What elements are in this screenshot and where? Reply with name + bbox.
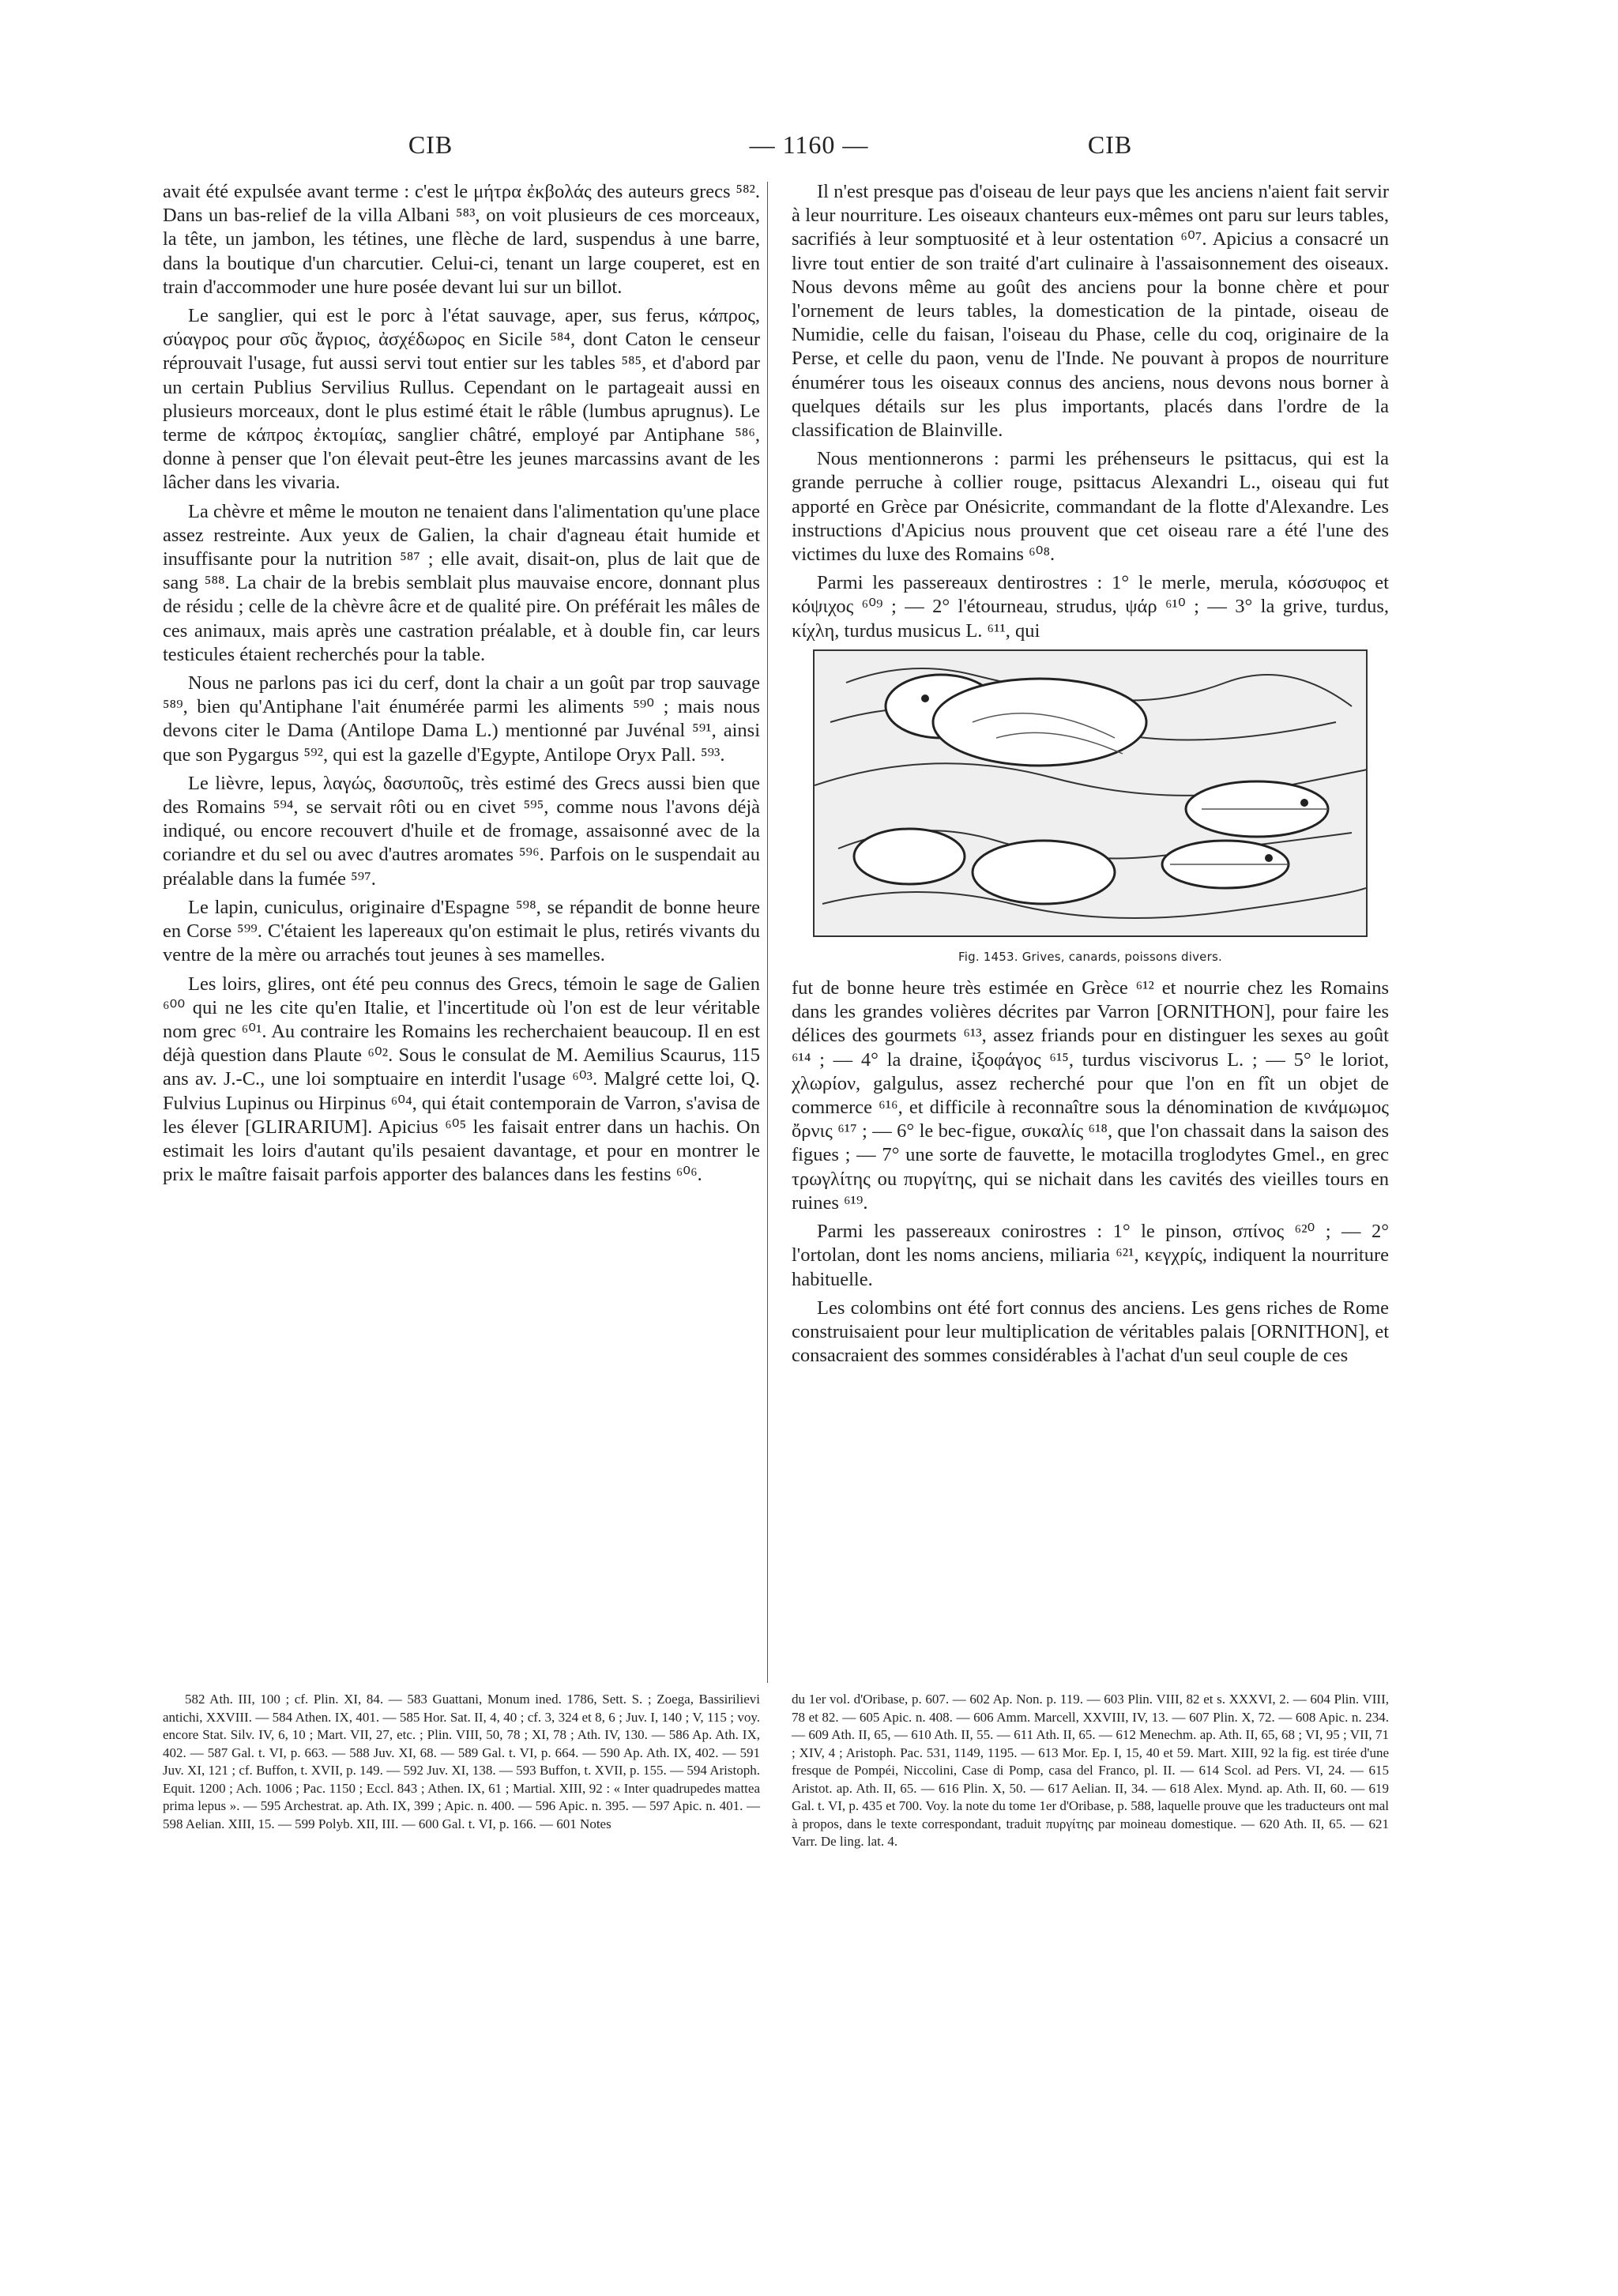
paragraph: Parmi les passereaux conirostres : 1° le pinson, σπίνος ⁶²⁰ ; — 2° l'ortolan, dont les noms anciens, miliaria ⁶²¹, κεγχρίς, indiquent la nourriture habituelle. — [792, 1221, 1389, 1290]
right-column — [792, 180, 1389, 1372]
footnotes-left — [163, 1691, 760, 1833]
paragraph: Il n'est presque pas d'oiseau de leur pays que les anciens n'aient fait servir à leur nourriture. Les oiseaux chanteurs eux-mêmes ont paru sur leurs tables, sacrifiés à leur somptuosité et à leur ostentation ⁶⁰⁷. Apicius a consacré un livre tout entier de son traité d'art culinaire à l'assaisonnement des oiseaux. Nous devons même au goût des anciens pour la bonne chère et pour l'ornement de leurs tables, la domestication de la pintade, oiseau de Numidie, celle du faisan, l'oiseau du Phase, celle du coq, originaire de la Perse, et celle du paon, venu de l'Inde. Ne pouvant à propos de nourriture énumérer tous les oiseaux connus des anciens, nous devons nous borner à quelques détails sur les plus importants, placés dans l'ordre de la classification de Blainville. — [792, 181, 1389, 442]
page-header — [158, 130, 1460, 170]
paragraph: Nous ne parlons pas ici du cerf, dont la chair a un goût par trop sauvage ⁵⁸⁹, bien qu'Antiphane l'ait énumérée parmi les aliments ⁵⁹⁰ ; mais nous devons citer le Dama (Antilope Dama L.) mentionné par Juvénal ⁵⁹¹, ainsi que son Pygargus ⁵⁹², qui est la gazelle d'Egypte, Antilope Oryx Pall. ⁵⁹³. — [163, 672, 760, 766]
paragraph: Parmi les passereaux dentirostres : 1° le merle, merula, κόσσυφος et κόψιχος ⁶⁰⁹ ; — 2° l'étourneau, strudus, ψάρ ⁶¹⁰ ; — 3° la grive, turdus, κίχλη, turdus musicus L. ⁶¹¹, qui — [792, 572, 1389, 642]
running-head-right: CIB — [1087, 130, 1133, 159]
paragraph: Le lapin, cuniculus, originaire d'Espagne ⁵⁹⁸, se répandit de bonne heure en Corse ⁵⁹⁹. C'étaient les lapereaux qu'on estimait le plus, retirés vivants du ventre de la mère ou arrachés tout jeunes à ses mamelles. — [163, 896, 760, 966]
footnotes-text: du 1er vol. d'Oribase, p. 607. — 602 Ap. Non. p. 119. — 603 Plin. VIII, 82 et s. XXXVI, 2. — 604 Plin. VIII, 78 et 82. — 605 Apic. n. 408. — 606 Amm. Marcell, XXVIII, IV, 13. — 607 Plin. X, 72. — 608 Apic. n. 234. — 609 Ath. II, 65, — 610 Ath. II, 55. — 611 Ath. II, 65. — 612 Menechm. ap. Ath. II, 65, 68 ; VI, 95 ; VII, 71 ; XIV, 4 ; Aristoph. Pac. 531, 1149, 1195. — 613 Mor. Ep. I, 15, 40 et 59. Mart. XIII, 92 la fig. est tirée d'une fresque de Pompéi, Niccolini, Case di Pomp, casa del Franco, pl. II. — 614 Scol. ad Pers. VI, 24. — 615 Aristot. ap. Ath. II, 65. — 616 Plin. X, 50. — 617 Aelian. II, 34. — 618 Alex. Mynd. ap. Ath. II, 60. — 619 Gal. t. VI, p. 435 et 700. Voy. la note du tome 1er d'Oribase, p. 588, laquelle prouve que les traducteurs ont mal à propos, dans le texte correspondant, traduit πυργίτης par moineau domestique. — 620 Ath. II, 65. — 621 Varr. De ling. lat. 4. — [792, 1692, 1389, 1849]
footnotes-right — [792, 1691, 1389, 1851]
paragraph: Le sanglier, qui est le porc à l'état sauvage, aper, sus ferus, κάπρος, σύαγρος pour σῦς ἄγριος, ἀσχέδωρος en Sicile ⁵⁸⁴, dont Caton le censeur réprouvait l'usage, fut aussi servi tout entier sur les tables ⁵⁸⁵, et d'abord par un certain Publius Servilius Rullus. Cependant on le partageait aussi en plusieurs morceaux, dont le plus estimé était le râble (lumbus aprugnus). Le terme de κάπρος ἐκτομίας, sanglier châtré, employé par Antiphane ⁵⁸⁶, donne à penser que l'on élevait peut-être les jeunes marcassins avant de les lâcher dans les vivaria. — [163, 305, 760, 494]
page-number: — 1160 — — [749, 130, 869, 159]
paragraph: La chèvre et même le mouton ne tenaient dans l'alimentation qu'une place assez restreinte. Aux yeux de Galien, la chair d'agneau était humide et insuffisante pour la nutrition ⁵⁸⁷ ; elle avait, disait-on, plus de lait que de sang ⁵⁸⁸. La chair de la brebis semblait plus mauvaise encore, donnant plus de résidu ; celle de la chèvre âcre et de qualité pire. On préférait les mâles de ces animaux, mais après une castration préalable, et à double fin, car leurs testicules étaient recherchés pour la table. — [163, 500, 760, 665]
engraving-illustration — [815, 651, 1366, 935]
paragraph: Les colombins ont été fort connus des anciens. Les gens riches de Rome construisaient pour leur multiplication de véritables palais [ORNITHON], et consacraient des sommes considérables à l'achat d'un seul couple de ces — [792, 1297, 1389, 1367]
figure-illustration — [813, 649, 1368, 937]
figure-caption: Fig. 1453. Grives, canards, poissons divers. — [958, 949, 1222, 964]
left-column — [163, 180, 760, 1191]
column-divider — [767, 182, 768, 1683]
paragraph: Nous mentionnerons : parmi les préhenseurs le psittacus, qui est la grande perruche à collier rouge, psittacus Alexandri L., oiseau qui fut apporté en Grèce par Onésicrite, commandant de la flotte d'Alexandre. Les instructions d'Apicius nous prouvent que cet oiseau rare a été l'une des victimes du luxe des Romains ⁶⁰⁸. — [792, 448, 1389, 566]
figure — [792, 649, 1389, 969]
paragraph: Les loirs, glires, ont été peu connus des Grecs, témoin le sage de Galien ⁶⁰⁰ qui ne les cite qu'en Italie, et l'incertitude où l'on est de leur véritable nom grec ⁶⁰¹. Au contraire les Romains les recherchaient beaucoup. Il en est déjà question dans Plaute ⁶⁰². Sous le consulat de M. Aemilius Scaurus, 115 ans av. J.-C., une loi somptuaire en interdit l'usage ⁶⁰³. Malgré cette loi, Q. Fulvius Lupinus ou Hirpinus ⁶⁰⁴, qui était contemporain de Varron, s'avisa de les élever [GLIRARIUM]. Apicius ⁶⁰⁵ les faisait entrer dans un hachis. On estimait les loirs d'autant qu'ils pesaient davantage, et pour en montrer le prix le maître faisait parfois apporter des balances dans les festins ⁶⁰⁶. — [163, 973, 760, 1186]
paragraph: Le lièvre, lepus, λαγώς, δασυποῦς, très estimé des Grecs aussi bien que des Romains ⁵⁹⁴, se servait rôti ou en civet ⁵⁹⁵, comme nous l'avons déjà indiqué, ou encore recouvert d'huile et de fromage, assaisonné avec de la coriandre et du sel ou avec d'autres aromates ⁵⁹⁶. Parfois on le suspendait au préalable dans la fumée ⁵⁹⁷. — [163, 772, 760, 890]
running-head-left: CIB — [408, 130, 453, 159]
footnotes-text: 582 Ath. III, 100 ; cf. Plin. XI, 84. — 583 Guattani, Monum ined. 1786, Sett. S. ; Zoega, Bassirilievi antichi, XXVIII. — 584 Athen. IX, 401. — 585 Hor. Sat. II, 4, 40 ; cf. 3, 324 et 8, 6 ; Juv. I, 140 ; V, 115 ; voy. encore Stat. Silv. IV, 6, 10 ; Mart. VII, 27, etc. ; Plin. VIII, 50, 78 ; XI, 78 ; Ath. IV, 130. — 586 Ap. Ath. IX, 402. — 587 Gal. t. VI, p. 663. — 588 Juv. XI, 68. — 589 Gal. t. VI, p. 664. — 590 Ap. Ath. IX, 402. — 591 Juv. XI, 121 ; cf. Buffon, t. XVII, p. 149. — 592 Juv. XI, 138. — 593 Buffon, t. XVII, p. 155. — 594 Aristoph. Equit. 1200 ; Ach. 1006 ; Pac. 1150 ; Eccl. 843 ; Athen. IX, 61 ; Martial. XIII, 92 : « Inter quadrupedes mattea prima lepus ». — 595 Archestrat. ap. Ath. IX, 399 ; Apic. n. 400. — 596 Apic. n. 395. — 597 Apic. n. 401. — 598 Aelian. XIII, 15. — 599 Polyb. XII, III. — 600 Gal. t. VI, p. 166. — 601 Notes — [163, 1692, 760, 1831]
paragraph: fut de bonne heure très estimée en Grèce ⁶¹² et nourrie chez les Romains dans les grandes volières décrites par Varron [ORNITHON], pour faire les délices des gourmets ⁶¹³, assez friands pour en distinguer les sexes au goût ⁶¹⁴ ; — 4° la draine, ἰξοφάγος ⁶¹⁵, turdus viscivorus L. ; — 5° le loriot, χλωρίον, galgulus, assez recherché pour que l'on en fît un objet de commerce ⁶¹⁶, et difficile à reconnaître sous la dénomination de κινάμωμος ὄρνις ⁶¹⁷ ; — 6° le bec-figue, συκαλίς ⁶¹⁸, que l'on chassait dans la saison des figues ; — 7° une sorte de fauvette, le motacilla troglodytes Gmel., en grec τρωγλίτης ou πυργίτης, qui se nichait dans les cavités des vieilles tours en ruines ⁶¹⁹. — [792, 977, 1389, 1214]
paragraph: avait été expulsée avant terme : c'est le μήτρα ἐκβολάς des auteurs grecs ⁵⁸². Dans un bas-relief de la villa Albani ⁵⁸³, on voit plusieurs de ces morceaux, la tête, un jambon, les tétines, une flèche de lard, suspendus à une barre, dans la boutique d'un charcutier. Celui-ci, tenant un large couperet, est en train d'accommoder une hure posée devant lui sur un billot. — [163, 181, 760, 298]
